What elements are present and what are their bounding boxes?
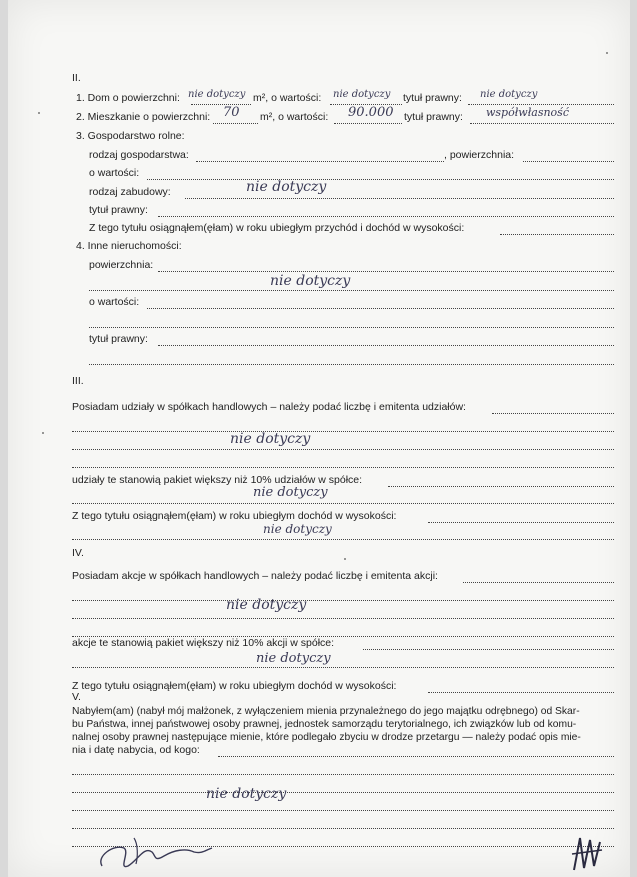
house-title-label: tytuł prawny: bbox=[403, 92, 462, 104]
flat-label: 2. Mieszkanie o powierzchni: bbox=[76, 111, 211, 123]
flat-title-value: współwłasność bbox=[486, 106, 569, 119]
stocks-pack-value: nie dotyczy bbox=[256, 651, 331, 666]
farm-build-value: nie dotyczy bbox=[246, 179, 327, 195]
farm-label: 3. Gospodarstwo rolne: bbox=[76, 130, 185, 142]
acquired-line-3: nalnej osoby prawnej następujące mienie, które podlegało zbyciu w drodze przetargu — należy podać opis mie- bbox=[72, 732, 581, 743]
house-area-value: nie dotyczy bbox=[188, 89, 246, 100]
acquired-line-4: nia i datę nabycia, od kogo: bbox=[72, 744, 200, 756]
shares-income-value: nie dotyczy bbox=[263, 522, 332, 536]
flat-title-label: tytuł prawny: bbox=[404, 111, 463, 123]
other-title-label: tytuł prawny: bbox=[89, 333, 148, 345]
farm-area-label: , powierzchnia: bbox=[444, 149, 515, 161]
stocks-label: Posiadam akcje w spółkach handlowych – należy podać liczbę i emitenta akcji: bbox=[72, 570, 438, 582]
stocks-value: nie dotyczy bbox=[226, 597, 307, 613]
acquired-line-1: Nabyłem(am) (nabył mój małżonek, z wyłączeniem mienia przynależnego do jego majątku odrębnego) od Skar- bbox=[72, 706, 580, 717]
declaration-page bbox=[8, 0, 630, 877]
house-unit-label: m², o wartości: bbox=[253, 92, 322, 104]
other-value-label: o wartości: bbox=[89, 296, 140, 308]
section-iii-heading: III. bbox=[72, 375, 84, 387]
farm-build-label: rodzaj zabudowy: bbox=[89, 186, 171, 198]
house-value: nie dotyczy bbox=[333, 89, 391, 100]
shares-pack-label: udziały te stanowią pakiet większy niż 10% udziałów w spółce: bbox=[72, 474, 363, 486]
flat-value: 90.000 bbox=[348, 105, 394, 120]
other-property-label: 4. Inne nieruchomości: bbox=[76, 240, 182, 252]
farm-type-label: rodzaj gospodarstwa: bbox=[89, 149, 189, 161]
initials-mark bbox=[568, 832, 608, 876]
flat-area-value: 70 bbox=[223, 105, 240, 120]
shares-income-label: Z tego tytułu osiągnąłem(ęłam) w roku ubiegłym dochód w wysokości: bbox=[72, 510, 397, 522]
other-property-value: nie dotyczy bbox=[270, 273, 351, 289]
signature-mark bbox=[94, 826, 224, 876]
flat-unit-label: m², o wartości: bbox=[260, 111, 329, 123]
shares-value: nie dotyczy bbox=[230, 431, 311, 447]
farm-income-label: Z tego tytułu osiągnąłem(ęłam) w roku ubiegłym przychód i dochód w wysokości: bbox=[89, 222, 465, 234]
other-area-label: powierzchnia: bbox=[89, 259, 154, 271]
shares-pack-value: nie dotyczy bbox=[253, 485, 328, 500]
house-title-value: nie dotyczy bbox=[480, 89, 538, 100]
section-ii-heading: II. bbox=[72, 72, 81, 84]
acquired-value: nie dotyczy bbox=[206, 786, 287, 802]
farm-value-label: o wartości: bbox=[89, 167, 140, 179]
farm-title-label: tytuł prawny: bbox=[89, 204, 148, 216]
acquired-line-2: bu Państwa, innej państwowej osoby prawnej, jednostek samorządu terytorialnego, ich związków lub od komu- bbox=[72, 719, 577, 730]
shares-label: Posiadam udziały w spółkach handlowych – należy podać liczbę i emitenta udziałów: bbox=[72, 401, 466, 413]
section-v-heading: V. bbox=[72, 691, 81, 703]
stocks-pack-label: akcje te stanowią pakiet większy niż 10% akcji w spółce: bbox=[72, 637, 335, 649]
house-label: 1. Dom o powierzchni: bbox=[76, 92, 180, 104]
section-iv-heading: IV. bbox=[72, 547, 84, 559]
stocks-income-label: Z tego tytułu osiągnąłem(ęłam) w roku ubiegłym dochód w wysokości: bbox=[72, 680, 397, 692]
